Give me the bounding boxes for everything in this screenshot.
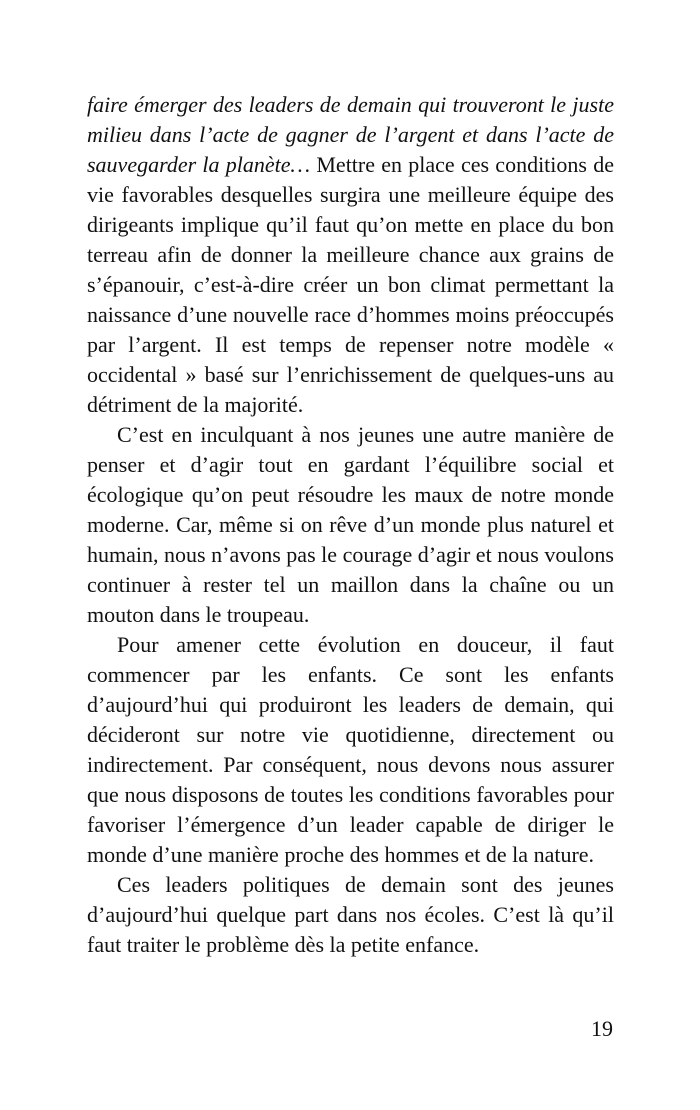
page-body — [87, 90, 614, 960]
paragraph-4: Ces leaders politiques de demain sont des jeunes d’aujourd’hui quelque part dans nos écoles. C’est là qu’il faut traiter le problème dès la petite enfance. — [87, 872, 614, 957]
paragraph-1-text: Mettre en place ces conditions de vie favorables desquelles surgira une meilleure équipe des dirigeants implique qu’il faut qu’on mette en place du bon terreau afin de donner la meilleure chance aux grains de s’épanouir, c’est-à-dire créer un bon climat permettant la naissance d’une nouvelle race d’hommes moins préoccupés par l’argent. Il est temps de repenser notre modèle « occidental » basé sur l’enrichissement de quelques-uns au détriment de la majorité. — [87, 152, 614, 417]
paragraph-3: Pour amener cette évolution en douceur, il faut commencer par les enfants. Ce sont les enfants d’aujourd’hui qui produiront les leaders de demain, qui décideront sur notre vie quotidienne, directement ou indirectement. Par conséquent, nous devons nous assurer que nous disposons de toutes les conditions favorables pour favoriser l’émergence d’un leader capable de diriger le monde d’une manière proche des hommes et de la nature. — [87, 632, 614, 867]
paragraph-1-italic-lead: faire émerger des leaders de demain qui trouveront le juste milieu dans l’acte de gagner de l’argent et dans l’acte de sauvegarder la planète… — [87, 92, 614, 177]
page-number: 19 — [591, 1016, 613, 1041]
paragraph-2: C’est en inculquant à nos jeunes une autre manière de penser et d’agir tout en gardant l’équilibre social et écologique qu’on peut résoudre les maux de notre monde moderne. Car, même si on rêve d’un monde plus naturel et humain, nous n’avons pas le courage d’agir et nous voulons continuer à rester tel un maillon dans la chaîne ou un mouton dans le troupeau. — [87, 422, 614, 627]
paragraph-1 — [87, 90, 614, 420]
